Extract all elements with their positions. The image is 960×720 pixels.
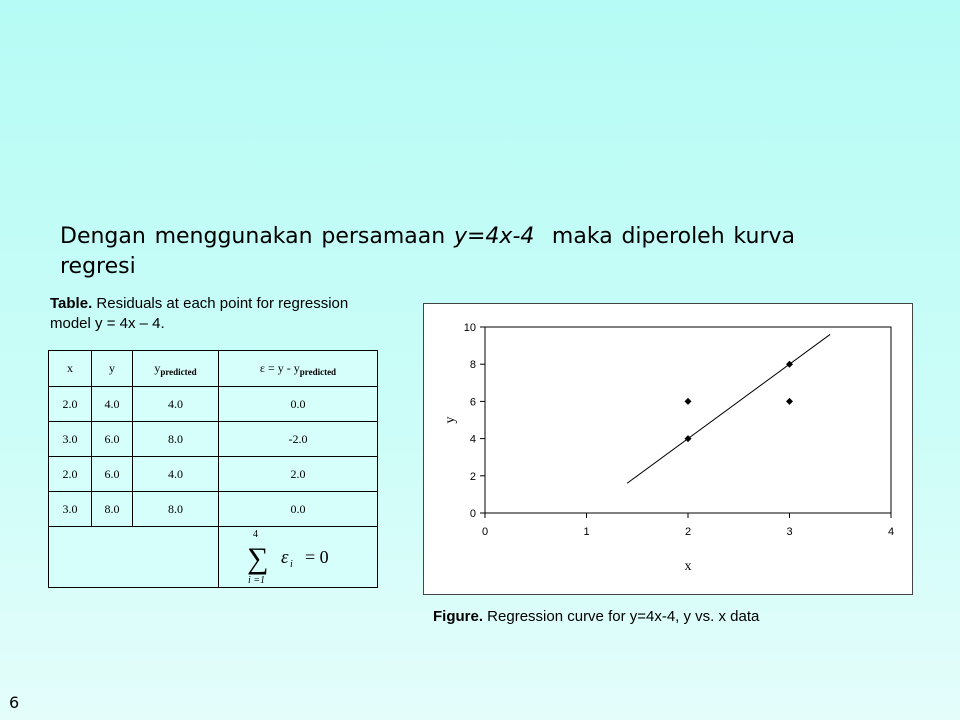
regression-figure — [423, 303, 913, 595]
sum-upper-limit: 4 — [253, 529, 258, 540]
table-caption — [50, 294, 360, 334]
cell-residual: 0.0 — [219, 387, 378, 422]
sigma-symbol: ∑ — [247, 542, 269, 575]
slide-heading — [60, 222, 802, 282]
cell-y: 6.0 — [92, 422, 133, 457]
table-caption-text: Residuals at each point for regression model y = 4x – 4. — [50, 295, 349, 332]
sum-term: ε — [281, 547, 289, 568]
table-row — [49, 457, 378, 492]
sum-cell — [219, 527, 378, 588]
header-y-predicted-sub: predicted — [160, 366, 197, 377]
residuals-table — [48, 350, 378, 588]
table-row — [49, 422, 378, 457]
heading-suffix: maka diperoleh kurva regresi — [60, 224, 802, 279]
y-axis-label: y — [443, 416, 458, 424]
sum-lower-limit: i =1 — [248, 575, 266, 586]
regression-line — [627, 334, 830, 483]
cell-x: 2.0 — [49, 457, 92, 492]
cell-x: 3.0 — [49, 422, 92, 457]
cell-y: 6.0 — [92, 457, 133, 492]
header-x: x — [49, 351, 92, 387]
x-tick-label: 4 — [887, 526, 895, 538]
header-residual — [219, 351, 378, 387]
cell-y-predicted: 8.0 — [133, 422, 219, 457]
header-y: y — [92, 351, 133, 387]
x-tick-label: 2 — [684, 526, 692, 538]
sum-rhs: = 0 — [305, 547, 329, 567]
cell-y: 4.0 — [92, 387, 133, 422]
y-tick-label: 8 — [469, 359, 476, 372]
table-row — [49, 492, 378, 527]
heading-prefix: Dengan menggunakan persamaan — [60, 224, 454, 249]
cell-x: 3.0 — [49, 492, 92, 527]
plot-area — [485, 327, 891, 513]
table-caption-label: Table. — [50, 295, 93, 312]
y-tick-label: 0 — [469, 508, 476, 520]
cell-y-predicted: 4.0 — [133, 457, 219, 492]
figure-caption-text: Regression curve for y=4x-4, y vs. x data — [483, 608, 760, 625]
cell-residual: 0.0 — [219, 492, 378, 527]
sum-empty-cell — [49, 527, 219, 588]
cell-y-predicted: 4.0 — [133, 387, 219, 422]
y-tick-label: 4 — [469, 433, 476, 446]
slide-number: 6 — [9, 693, 20, 712]
data-point — [685, 398, 692, 405]
figure-caption-label: Figure. — [433, 608, 484, 625]
sum-term-subscript: i — [290, 559, 293, 570]
cell-x: 2.0 — [49, 387, 92, 422]
x-axis-label: x — [684, 559, 692, 574]
x-tick-label: 0 — [481, 526, 489, 538]
header-y-predicted-base: y — [154, 360, 161, 375]
residual-sum-formula — [243, 527, 353, 587]
header-y-predicted — [133, 351, 219, 387]
table-sum-row — [49, 527, 378, 588]
x-tick-label: 3 — [786, 526, 793, 538]
cell-residual: 2.0 — [219, 457, 378, 492]
data-point — [786, 398, 793, 405]
heading-equation: y=4x-4 — [453, 224, 535, 249]
header-residual-base: ε = y - y — [259, 360, 300, 375]
regression-chart — [424, 304, 912, 594]
x-tick-label: 1 — [583, 526, 590, 538]
y-tick-label: 10 — [463, 322, 476, 334]
table-header-row — [49, 351, 378, 387]
cell-residual: -2.0 — [219, 422, 378, 457]
y-tick-label: 6 — [469, 396, 476, 409]
cell-y-predicted: 8.0 — [133, 492, 219, 527]
table-row — [49, 387, 378, 422]
y-tick-label: 2 — [469, 470, 476, 483]
figure-caption — [433, 607, 863, 627]
cell-y: 8.0 — [92, 492, 133, 527]
header-residual-sub: predicted — [299, 366, 337, 377]
